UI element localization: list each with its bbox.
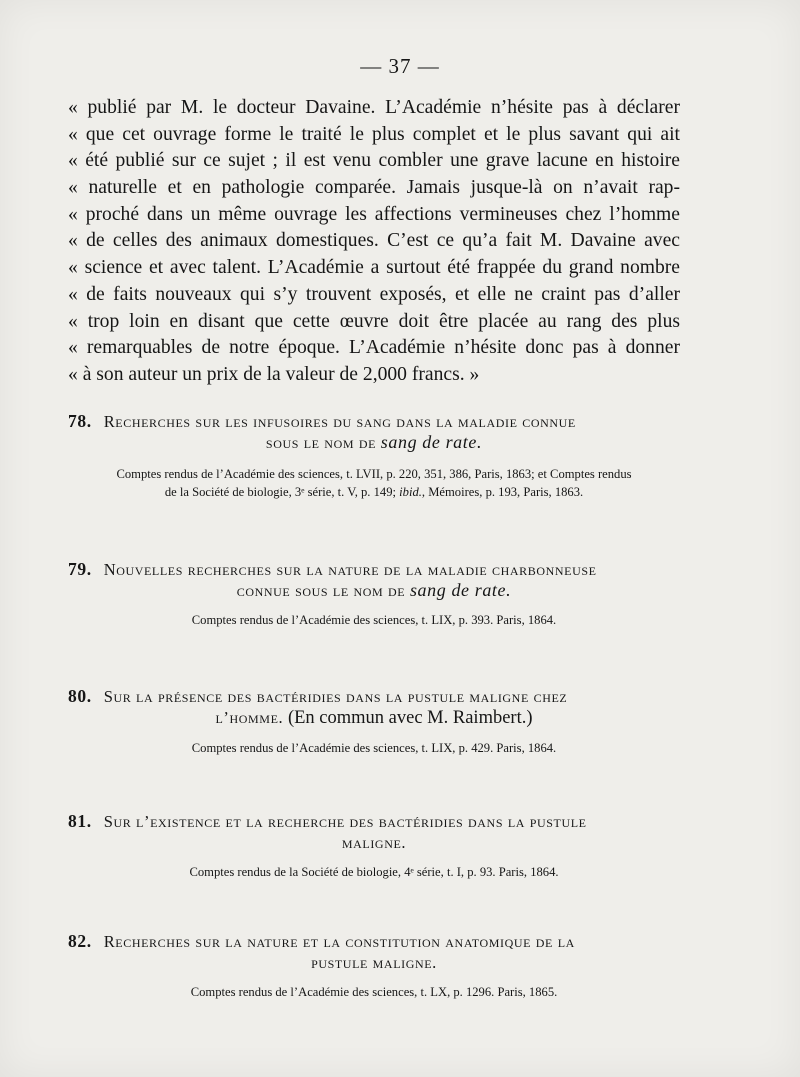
reference-line1: Comptes rendus de l’Académie des sciences, t. LVII, p. 220, 351, 386, Paris, 1863; et Comptes rendus <box>116 467 632 481</box>
entry-number: 80. <box>68 686 92 706</box>
quote-line: « naturelle et en pathologie comparée. Jamais jusque-là on n’avait rap- <box>68 177 680 199</box>
entry-title-prefix: l’homme. <box>215 708 284 727</box>
quoted-passage <box>68 95 680 389</box>
page-number: — 37 — <box>360 54 440 78</box>
entry-reference <box>68 983 680 1001</box>
quote-line: « proché dans un même ouvrage les affections vermineuses chez l’homme <box>68 203 680 225</box>
entry-title-line2 <box>68 832 680 853</box>
quote-line: « science et avec talent. L’Académie a surtout été frappée du grand nombre <box>68 257 680 279</box>
entry-title-line1: Sur l’existence et la recherche des bactéridies dans la pustule <box>103 812 587 831</box>
reference-line2-a: de la Société de biologie, 3ᵉ série, t. V, p. 149; <box>164 485 396 499</box>
entry-title-coauthor: (En commun avec M. Raimbert.) <box>287 708 533 728</box>
entry-reference <box>68 863 680 881</box>
reference-ibid: ibid. <box>399 485 422 499</box>
entry-title-line1: Recherches sur les infusoires du sang dans la maladie connue <box>103 412 576 431</box>
bibliography-entry-82 <box>68 931 680 1001</box>
entry-reference <box>68 465 680 501</box>
entry-title-prefix: maligne. <box>341 833 407 852</box>
entry-title <box>68 411 680 453</box>
entry-reference <box>68 611 680 629</box>
entry-title-prefix: pustule maligne. <box>311 953 437 972</box>
entry-title-line2 <box>68 952 680 973</box>
entry-number: 81. <box>68 811 92 831</box>
entry-title-line1: Sur la présence des bactéridies dans la pustule maligne chez <box>103 687 568 706</box>
entry-title-italic: sang de rate. <box>380 432 483 452</box>
entry-title <box>68 686 680 729</box>
entry-reference <box>68 739 680 757</box>
entry-number: 78. <box>68 411 92 431</box>
entry-title-italic: sang de rate. <box>409 580 512 600</box>
entry-title-prefix: connue sous le nom de <box>236 581 406 600</box>
entry-title-line2 <box>68 432 680 453</box>
reference-line1: Comptes rendus de l’Académie des sciences, t. LIX, p. 429. Paris, 1864. <box>191 741 557 755</box>
reference-line1: Comptes rendus de la Société de biologie, 4ᵉ série, t. I, p. 93. Paris, 1864. <box>189 865 559 879</box>
entry-number: 82. <box>68 931 92 951</box>
quote-line: « à son auteur un prix de la valeur de 2,000 francs. » <box>68 363 480 385</box>
entry-title <box>68 811 680 853</box>
entry-title <box>68 931 680 973</box>
entry-title-line1: Nouvelles recherches sur la nature de la maladie charbonneuse <box>103 560 597 579</box>
reference-line1: Comptes rendus de l’Académie des sciences, t. LIX, p. 393. Paris, 1864. <box>191 613 557 627</box>
quote-line: « que cet ouvrage forme le traité le plus complet et le plus savant qui ait <box>68 123 680 145</box>
entry-title-line2 <box>68 707 680 729</box>
quote-line: « trop loin en disant que cette œuvre doit être placée au rang des plus <box>68 310 680 332</box>
bibliography-entry-78 <box>68 411 680 501</box>
bibliography-entry-80 <box>68 686 680 757</box>
reference-line1: Comptes rendus de l’Académie des sciences, t. LX, p. 1296. Paris, 1865. <box>190 985 558 999</box>
quote-line: « été publié sur ce sujet ; il est venu combler une grave lacune en histoire <box>68 150 680 172</box>
entry-number: 79. <box>68 559 92 579</box>
quote-line: « remarquables de notre époque. L’Académie n’hésite donc pas à donner <box>68 337 680 359</box>
quote-line: « de celles des animaux domestiques. C’est ce qu’a fait M. Davaine avec <box>68 230 680 252</box>
entry-title-line2 <box>68 580 680 601</box>
entry-title-line1: Recherches sur la nature et la constitution anatomique de la <box>103 932 575 951</box>
quote-line: « publié par M. le docteur Davaine. L’Académie n’hésite pas à déclarer <box>68 97 680 118</box>
bibliography-entry-79 <box>68 559 680 629</box>
bibliography-entry-81 <box>68 811 680 881</box>
entry-title <box>68 559 680 601</box>
quote-line: « de faits nouveaux qui s’y trouvent exposés, et elle ne craint pas d’aller <box>68 283 680 305</box>
entry-title-prefix: sous le nom de <box>265 433 377 452</box>
reference-line2-b: , Mémoires, p. 193, Paris, 1863. <box>421 485 584 499</box>
